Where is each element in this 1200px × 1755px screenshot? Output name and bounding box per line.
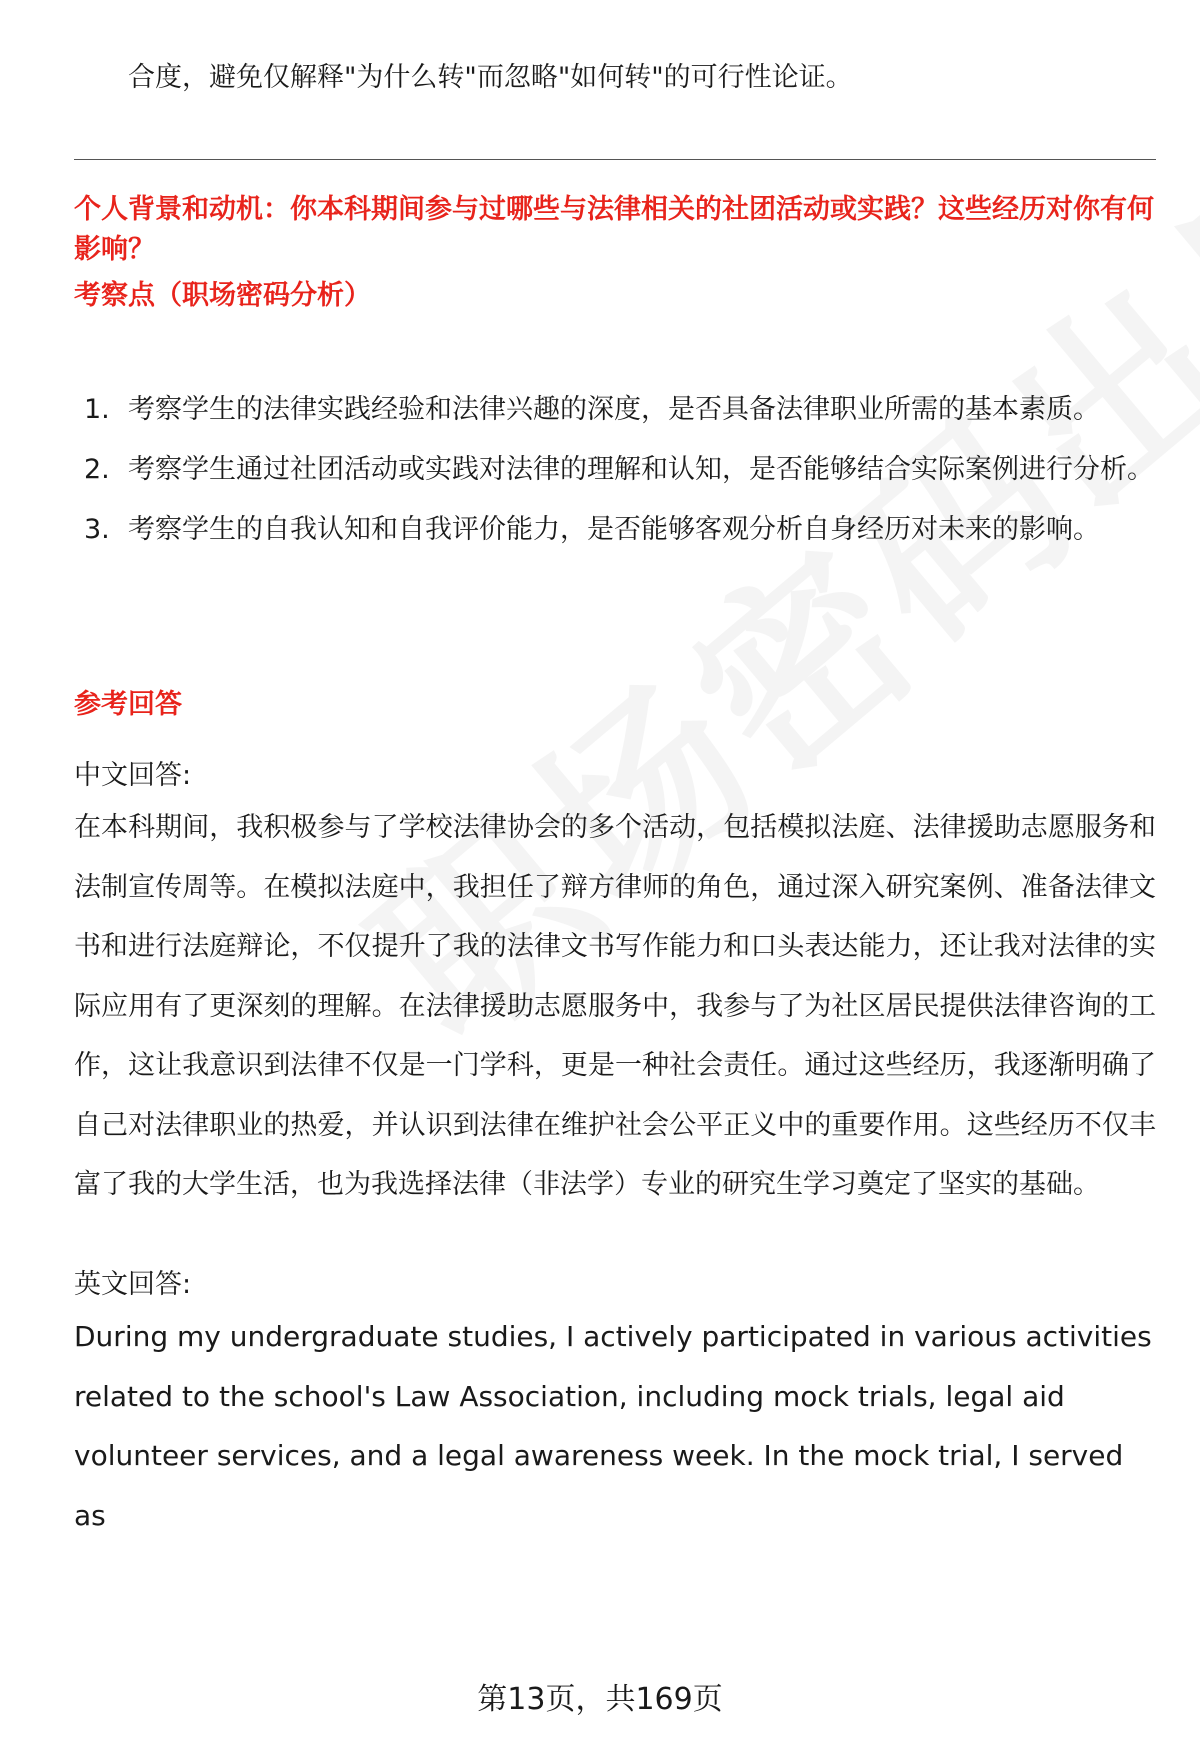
page-number: 第13页，共169页: [477, 1682, 723, 1717]
english-answer-label: 英文回答:: [74, 1269, 192, 1300]
list-item: [74, 380, 1156, 440]
continued-text: 合度，避免仅解释"为什么转"而忽略"如何转"的可行性论证。: [128, 62, 853, 93]
list-item-text: 考察学生通过社团活动或实践对法律的理解和认知，是否能够结合实际案例进行分析。: [128, 454, 1154, 485]
answer-heading: 参考回答: [74, 689, 182, 720]
list-item-number: 1.: [84, 394, 110, 425]
analysis-points-list: [74, 380, 1156, 560]
list-item-text: 考察学生的自我认知和自我评价能力，是否能够客观分析自身经历对未来的影响。: [128, 514, 1100, 545]
chinese-answer-text: 在本科期间，我积极参与了学校法律协会的多个活动，包括模拟法庭、法律援助志愿服务和法制宣传周等。在模拟法庭中，我担任了辩方律师的角色，通过深入研究案例、准备法律文书和进行法庭辩论，不仅提升了我的法律文书写作能力和口头表达能力，还让我对法律的实际应用有了更深刻的理解。在法律援助志愿服务中，我参与了为社区居民提供法律咨询的工作，这让我意识到法律不仅是一门学科，更是一种社会责任。通过这些经历，我逐渐明确了自己对法律职业的热爱，并认识到法律在维护社会公平正义中的重要作用。这些经历不仅丰富了我的大学生活，也为我选择法律（非法学）专业的研究生学习奠定了坚实的基础。: [74, 812, 1156, 1200]
list-item: [74, 500, 1156, 560]
english-answer-text: During my undergraduate studies, I actively participated in various activities related to the school's Law Association, including mock trials, legal aid volunteer services, and a legal awareness week. In the mock trial, I served as: [74, 1320, 1152, 1532]
list-item: [74, 440, 1156, 500]
list-item-number: 2.: [84, 454, 110, 485]
chinese-answer-label: 中文回答:: [74, 760, 192, 791]
list-item-text: 考察学生的法律实践经验和法律兴趣的深度，是否具备法律职业所需的基本素质。: [128, 394, 1100, 425]
question-heading: 个人背景和动机：你本科期间参与过哪些与法律相关的社团活动或实践？这些经历对你有何影响？: [74, 194, 1154, 265]
list-item-number: 3.: [84, 514, 110, 545]
section-divider: [74, 159, 1156, 160]
analysis-heading: 考察点（职场密码分析）: [74, 280, 371, 311]
